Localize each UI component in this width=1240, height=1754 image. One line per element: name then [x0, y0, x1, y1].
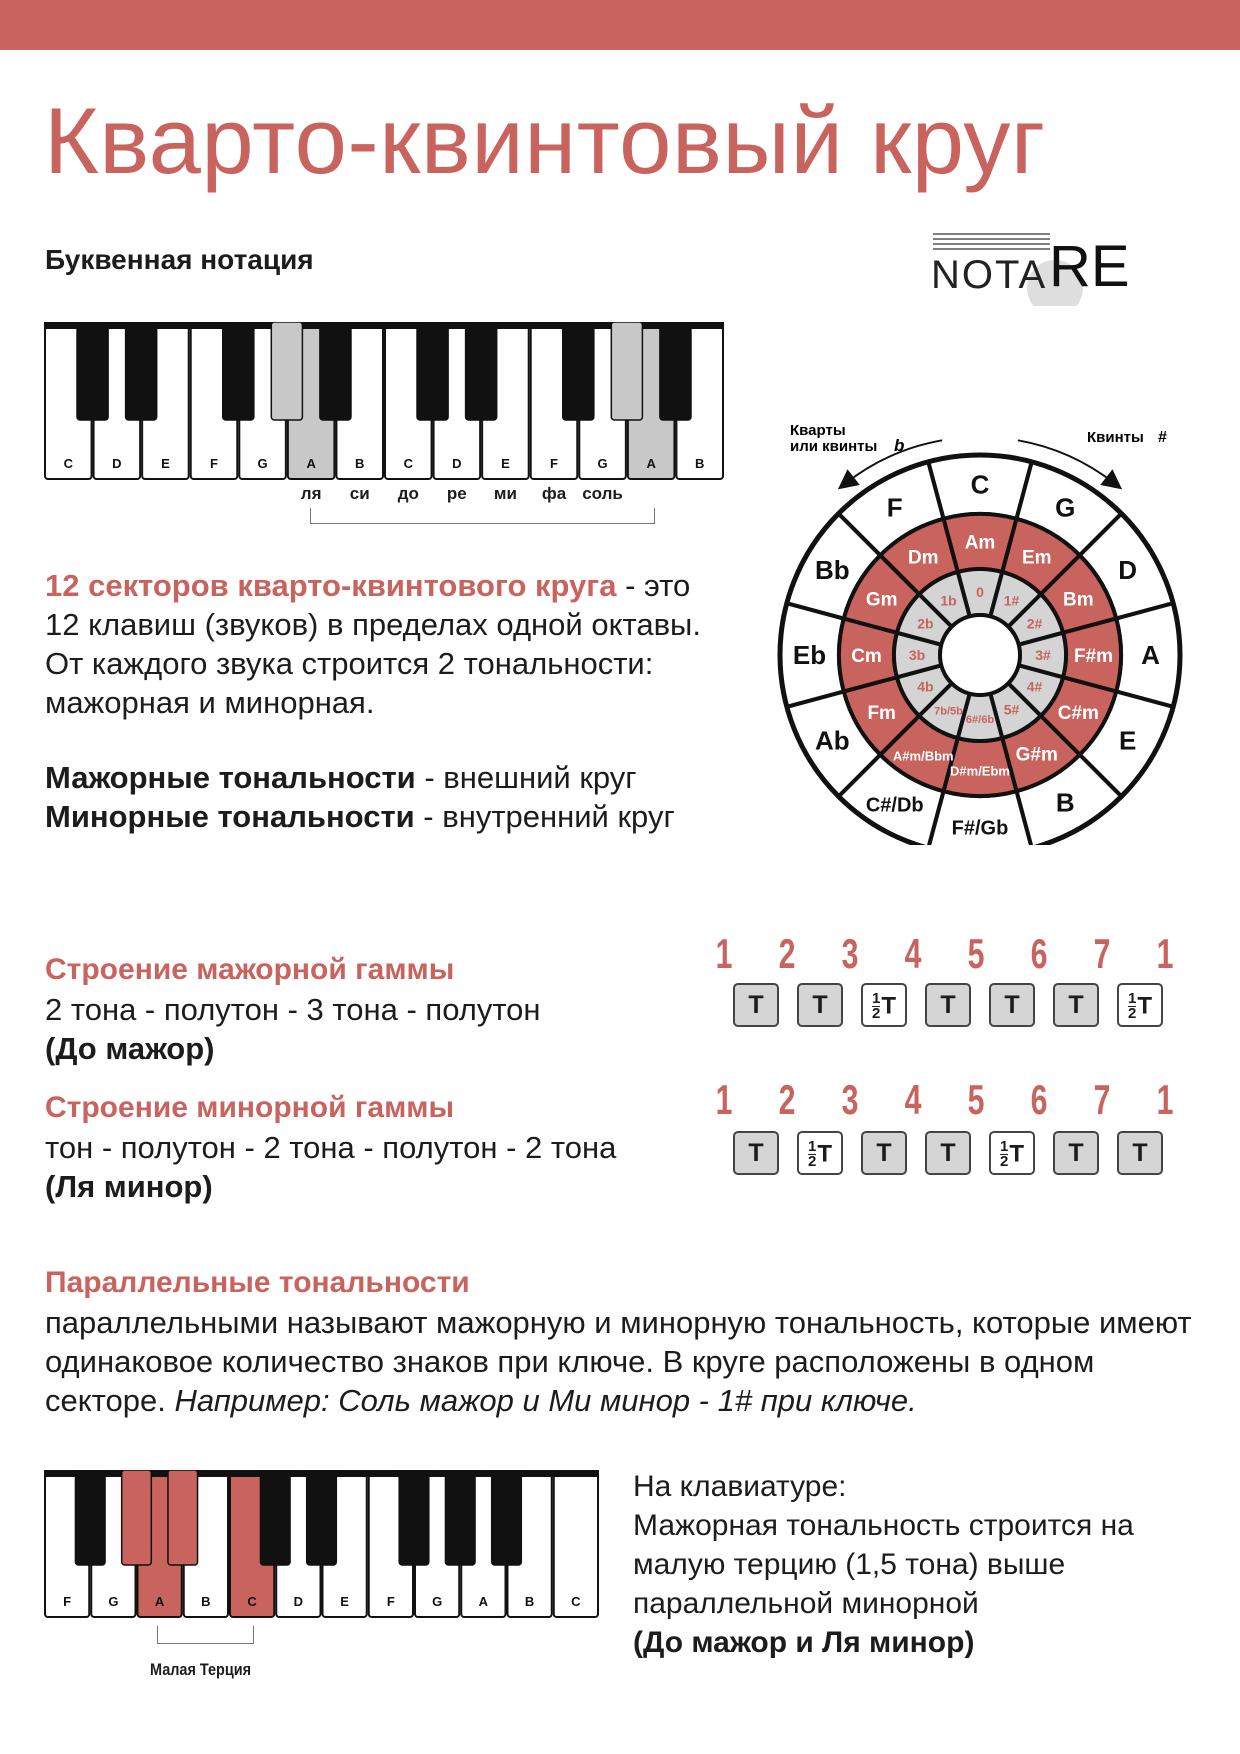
white-key-label: A [478, 1594, 489, 1609]
major-key-label: Bb [815, 554, 850, 585]
key-signature-label: 1# [1003, 592, 1020, 609]
piano-keyboard-c-to-b [44, 322, 724, 482]
octave-range-bracket [310, 508, 655, 524]
scale-degree: 7 [1093, 1076, 1111, 1123]
parallel-keys-body: параллельными называют мажорную и минорную тональность, которые имеют одинаковое количество знаков при ключе. В круге расположены в одном секторе. [45, 1305, 1192, 1418]
major-key-label: F [886, 492, 903, 523]
minor-scale-steps [712, 1131, 1192, 1181]
major-keys-desc: - внешний круг [415, 760, 637, 795]
white-key-label: G [257, 456, 268, 471]
tone-step: T [861, 1131, 907, 1175]
major-key-label: C [970, 469, 990, 500]
solfege-label: соль [582, 484, 623, 503]
semitone-step: $\frac{1}{2}$ T [861, 983, 907, 1027]
fifths-label: Квинты [1087, 429, 1144, 446]
minor-key-label: D#m/Ebm [950, 763, 1010, 779]
black-key [271, 322, 302, 420]
minor-third-bracket [157, 1626, 254, 1644]
tone-step: T [797, 983, 843, 1027]
minor-scale-degrees [712, 1076, 1192, 1123]
scale-degree: 1 [1156, 1076, 1174, 1123]
solfege-label: си [349, 484, 370, 503]
white-key-label: C [571, 1594, 581, 1609]
black-key [260, 1470, 290, 1565]
minor-key-label: A#m/Bbm [892, 748, 954, 764]
keyboard-note-body: Мажорная тональность строится на малую терцию (1,5 тона) выше параллельной минорной [633, 1509, 1134, 1620]
solfege-label: ля [300, 484, 322, 503]
sectors-text: - это 12 клавиш (звуков) в пределах одной октавы. От каждого звука строится 2 тональности: мажорная и минорная. [45, 568, 701, 720]
minor-key-label: Gm [865, 589, 898, 611]
minor-key-label: Em [1021, 547, 1052, 569]
scale-degree: 5 [967, 1076, 985, 1123]
minor-key-label: Cm [851, 646, 882, 667]
solfege-label: ре [446, 484, 467, 503]
tone-step: T [925, 1131, 971, 1175]
white-key-label: G [597, 456, 608, 471]
sectors-description [45, 566, 725, 722]
black-key [122, 1470, 152, 1565]
scale-degree: 2 [778, 1076, 796, 1123]
solfege-label: до [397, 484, 419, 503]
scale-degree: 5 [967, 930, 985, 977]
tone-step: T [1053, 983, 1099, 1027]
major-key-label: E [1118, 725, 1137, 756]
scale-degree: 1 [1156, 930, 1174, 977]
black-key [168, 1470, 198, 1565]
tone-step: T [1053, 1131, 1099, 1175]
white-key-label: B [524, 1594, 535, 1609]
key-signature-label: 4b [917, 678, 934, 695]
major-key-label: F#/Gb [951, 817, 1009, 840]
parallel-keys-heading: Параллельные тональности [45, 1266, 470, 1299]
semitone-step: $\frac{1}{2}$ T [1117, 983, 1163, 1027]
letter-notation-heading: Буквенная нотация [45, 244, 314, 275]
major-scale-text: 2 тона - полутон - 3 тона - полутон [45, 992, 541, 1027]
white-key-label: F [210, 456, 218, 471]
notare-logo [925, 226, 1155, 306]
key-signature-label: 4# [1026, 678, 1043, 695]
scale-degree: 3 [841, 930, 859, 977]
black-key [223, 322, 254, 420]
solfege-label: фа [541, 484, 567, 503]
minor-key-label: C#m [1057, 702, 1099, 724]
scale-degree: 1 [715, 1076, 733, 1123]
major-key-label: C#/Db [865, 794, 924, 817]
major-keys-label: Мажорные тональности [45, 760, 416, 795]
key-signature-label: 3b [908, 647, 926, 663]
white-key-label: C [63, 456, 73, 471]
fourths-label: Кварты [790, 422, 846, 439]
white-key-label: B [201, 1594, 211, 1609]
keyboard-note-intro: На клавиатуре: [633, 1470, 847, 1503]
keyboard-note [633, 1467, 1213, 1662]
black-key [466, 322, 497, 420]
tone-step: T [733, 983, 779, 1027]
minor-key-label: Bm [1062, 589, 1094, 611]
scale-degree: 7 [1093, 930, 1111, 977]
key-signature-label: 6#/6b [965, 714, 995, 726]
page-title: Кварто-квинтовый круг [44, 88, 1046, 193]
minor-key-label: Dm [907, 547, 939, 569]
scale-degree: 6 [1030, 930, 1048, 977]
circle-of-fifths [770, 415, 1190, 845]
major-key-label: D [1118, 554, 1138, 585]
scale-degree: 2 [778, 930, 796, 977]
tone-step: T [989, 983, 1035, 1027]
solfege-label: ми [493, 484, 517, 503]
major-keys-line [45, 758, 745, 797]
black-key [399, 1470, 429, 1565]
key-signature-label: 3# [1035, 647, 1051, 663]
major-key-label: Ab [815, 725, 850, 756]
major-scale-heading: Строение мажорной гаммы [45, 953, 455, 986]
tone-step: T [925, 983, 971, 1027]
black-key [445, 1470, 475, 1565]
minor-keys-line [45, 797, 745, 836]
flat-symbol: b [894, 436, 905, 455]
key-signature-label: 7b/5b [934, 705, 963, 718]
white-key-label: C [403, 456, 413, 471]
major-key-label: Eb [792, 640, 827, 670]
minor-scale-example: (Ля минор) [45, 1169, 213, 1204]
parallel-keys-example: Например: Соль мажор и Ми минор - 1# при ключе. [174, 1383, 917, 1418]
white-key-label: G [108, 1594, 119, 1609]
white-key-label: F [386, 1594, 395, 1609]
minor-key-label: G#m [1015, 744, 1058, 766]
major-key-label: B [1055, 787, 1075, 818]
white-key-label: F [550, 456, 558, 471]
minor-key-label: Fm [867, 702, 896, 724]
scale-degree: 6 [1030, 1076, 1048, 1123]
key-signature-label: 2# [1026, 615, 1043, 632]
white-key-label: D [452, 456, 462, 471]
logo-text-right: RE [1049, 234, 1130, 299]
white-key-label: E [340, 1594, 349, 1609]
scale-degree: 4 [904, 1076, 922, 1123]
semitone-step: $\frac{1}{2}$ T [989, 1131, 1035, 1175]
sectors-highlight: 12 секторов кварто-квинтового круга [45, 568, 617, 603]
black-key [611, 322, 642, 420]
minor-keys-desc: - внутренний круг [414, 799, 675, 834]
minor-key-label: F#m [1073, 646, 1114, 667]
white-key-label: E [501, 456, 510, 471]
semitone-step: $\frac{1}{2}$ T [797, 1131, 843, 1175]
white-key-label: D [112, 456, 122, 471]
minor-third-label: Малая Терция [150, 1660, 252, 1679]
tone-step: T [1117, 1131, 1163, 1175]
minor-key-label: Am [964, 532, 996, 554]
parallel-keys-text [45, 1303, 1205, 1420]
key-signature-label: 0 [976, 584, 984, 600]
black-key [77, 322, 108, 420]
major-scale-degrees [712, 930, 1192, 977]
black-key [307, 1470, 337, 1565]
white-key-label: A [646, 456, 656, 471]
scale-degree: 3 [841, 1076, 859, 1123]
black-key [563, 322, 594, 420]
white-key-label: A [306, 456, 316, 471]
minor-keys-label: Минорные тональности [45, 799, 415, 834]
top-accent-bar [0, 0, 1240, 50]
fourths-label-line2: или квинты [790, 438, 878, 455]
black-key [126, 322, 157, 420]
minor-scale-text: тон - полутон - 2 тона - полутон - 2 тона [45, 1130, 617, 1165]
scale-degree: 4 [904, 930, 922, 977]
black-key [75, 1470, 105, 1565]
black-key [320, 322, 351, 420]
white-key-label: G [432, 1594, 443, 1609]
major-key-label: G [1055, 492, 1076, 523]
white-key-label: B [695, 456, 705, 471]
key-signature-label: 5# [1003, 701, 1020, 718]
black-key [492, 1470, 522, 1565]
logo-text-left: NOTA [931, 253, 1048, 297]
white-key-label: D [293, 1594, 304, 1609]
sharp-symbol: # [1158, 429, 1167, 446]
white-key-label: F [63, 1594, 72, 1609]
white-key-label: B [355, 456, 365, 471]
white-key-label: A [154, 1594, 165, 1609]
tone-step: T [733, 1131, 779, 1175]
black-key [660, 322, 691, 420]
minor-scale-heading: Строение минорной гаммы [45, 1091, 455, 1124]
major-scale-steps [712, 983, 1192, 1033]
major-key-label: A [1141, 640, 1160, 670]
white-key-label: E [161, 456, 170, 471]
keyboard-note-example: (До мажор и Ля минор) [633, 1626, 975, 1659]
major-scale-example: (До мажор) [45, 1031, 215, 1066]
key-signature-label: 2b [917, 615, 934, 632]
scale-degree: 1 [715, 930, 733, 977]
key-signature-label: 1b [940, 592, 957, 609]
black-key [417, 322, 448, 420]
piano-keyboard-f-to-c [44, 1470, 604, 1620]
white-key-label: C [247, 1594, 257, 1609]
